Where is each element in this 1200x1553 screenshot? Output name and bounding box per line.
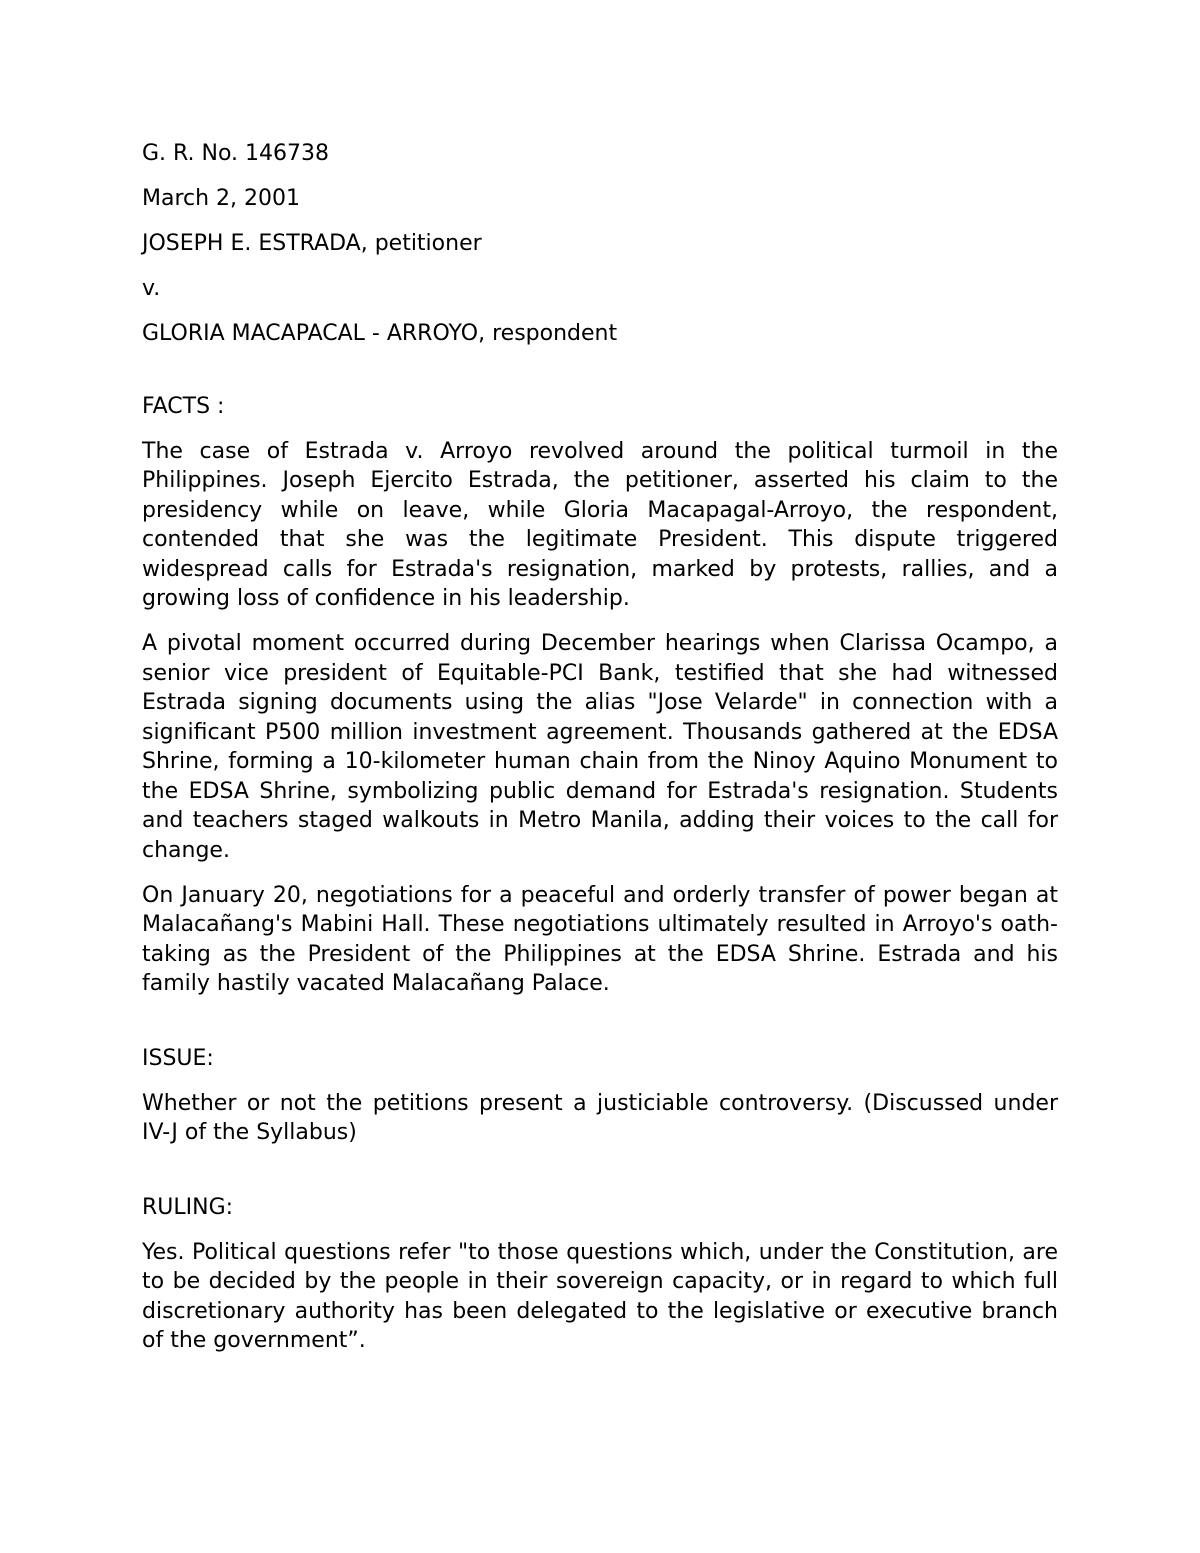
facts-heading: FACTS : xyxy=(142,393,225,419)
facts-paragraph-3: On January 20, negotiations for a peaceful and orderly transfer of power began at Malacañang's Mabini Hall. These negotiations ultimately resulted in Arroyo's oath-taking as the President of the Philippines at the EDSA Shrine. Estrada and his family hastily vacated Malacañang Palace. xyxy=(142,882,1058,996)
ruling-heading: RULING: xyxy=(142,1194,234,1220)
facts-paragraph-1: The case of Estrada v. Arroyo revolved around the political turmoil in the Philippines. Joseph Ejercito Estrada, the petitioner, asserted his claim to the presidency while on leave, while Gloria Macapagal-Arroyo, the respondent, contended that she was the legitimate President. This dispute triggered widespread calls for Estrada's resignation, marked by protests, rallies, and a growing loss of confidence in his leadership. xyxy=(142,438,1058,611)
versus-line: v. xyxy=(142,276,161,301)
facts-paragraph-2: A pivotal moment occurred during December hearings when Clarissa Ocampo, a senior vice president of Equitable-PCI Bank, testified that she had witnessed Estrada signing documents using the alias "Jose Velarde" in connection with a significant P500 million investment agreement. Thousands gathered at the EDSA Shrine, forming a 10-kilometer human chain from the Ninoy Aquino Monument to the EDSA Shrine, symbolizing public demand for Estrada's resignation. Students and teachers staged walkouts in Metro Manila, adding their voices to the call for change. xyxy=(142,631,1058,863)
ruling-text: Yes. Political questions refer "to those questions which, under the Constitution, are to be decided by the people in their sovereign capacity, or in regard to which full discretionary authority has been delegated to the legislative or executive branch of the government”. xyxy=(142,1239,1058,1353)
petitioner-line: JOSEPH E. ESTRADA, petitioner xyxy=(142,231,482,256)
issue-text: Whether or not the petitions present a justiciable controversy. (Discussed under IV-J of the Syllabus) xyxy=(142,1090,1058,1145)
decision-date: March 2, 2001 xyxy=(142,186,301,211)
document-body xyxy=(142,139,1058,1371)
case-number: G. R. No. 146738 xyxy=(142,141,330,166)
respondent-line: GLORIA MACAPACAL - ARROYO, respondent xyxy=(142,321,618,346)
issue-heading: ISSUE: xyxy=(142,1045,214,1071)
